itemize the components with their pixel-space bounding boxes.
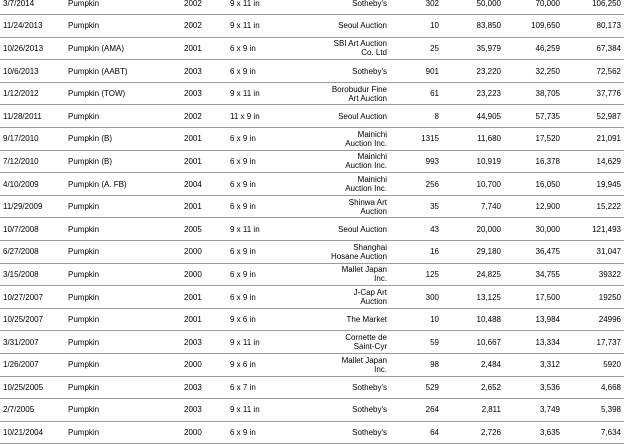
artwork-size-cell: 6 x 9 in bbox=[224, 37, 306, 60]
auction-house-cell bbox=[306, 241, 390, 264]
lot-number-cell: 901 bbox=[390, 60, 442, 83]
sale-date-cell: 11/28/2011 bbox=[0, 105, 66, 128]
auction-house-cell bbox=[306, 150, 390, 173]
auction-house-line: Auction bbox=[360, 297, 387, 307]
sale-date-cell: 10/21/2004 bbox=[0, 421, 66, 444]
artwork-year-cell: 2002 bbox=[174, 15, 224, 38]
auction-house-line: Auction Inc. bbox=[345, 184, 387, 194]
artwork-title-cell: Pumpkin bbox=[66, 399, 174, 422]
artwork-title-cell: Pumpkin (AMA) bbox=[66, 37, 174, 60]
artwork-size-cell: 6 x 9 in bbox=[224, 195, 306, 218]
artwork-size-cell: 9 x 6 in bbox=[224, 354, 306, 377]
auction-house-line: Auction Inc. bbox=[345, 138, 387, 148]
artwork-size-cell: 6 x 9 in bbox=[224, 263, 306, 286]
table-row bbox=[0, 286, 624, 309]
lot-number-cell: 529 bbox=[390, 376, 442, 399]
artwork-year-cell: 2002 bbox=[174, 0, 224, 15]
artwork-title-cell: Pumpkin bbox=[66, 286, 174, 309]
sale-date-cell: 1/12/2012 bbox=[0, 82, 66, 105]
estimate-low-cell: 11,680 bbox=[442, 128, 504, 151]
estimate-high-cell: 17,500 bbox=[504, 286, 563, 309]
artwork-year-cell: 2003 bbox=[174, 331, 224, 354]
lot-number-cell: 35 bbox=[390, 195, 442, 218]
artwork-size-cell: 6 x 9 in bbox=[224, 128, 306, 151]
estimate-high-cell: 16,050 bbox=[504, 173, 563, 196]
auction-house-line: Seoul Auction bbox=[338, 111, 387, 121]
auction-house-cell bbox=[306, 354, 390, 377]
estimate-high-cell: 34,755 bbox=[504, 263, 563, 286]
sale-date-cell: 10/25/2005 bbox=[0, 376, 66, 399]
hammer-price-cell: 5920 bbox=[563, 354, 624, 377]
estimate-high-cell: 3,749 bbox=[504, 399, 563, 422]
auction-house-line: Sotheby's bbox=[352, 66, 387, 76]
artwork-size-cell: 9 x 11 in bbox=[224, 0, 306, 15]
auction-house-line: Mainichi bbox=[357, 129, 387, 139]
estimate-low-cell: 7,740 bbox=[442, 195, 504, 218]
auction-house-cell bbox=[306, 105, 390, 128]
estimate-high-cell: 36,475 bbox=[504, 241, 563, 264]
auction-house-line: Co. Ltd bbox=[361, 48, 387, 58]
artwork-year-cell: 2003 bbox=[174, 376, 224, 399]
artwork-title-cell: Pumpkin bbox=[66, 331, 174, 354]
artwork-year-cell: 2003 bbox=[174, 82, 224, 105]
sale-date-cell: 4/10/2009 bbox=[0, 173, 66, 196]
artwork-size-cell: 6 x 9 in bbox=[224, 421, 306, 444]
table-row bbox=[0, 241, 624, 264]
lot-number-cell: 256 bbox=[390, 173, 442, 196]
estimate-high-cell: 13,984 bbox=[504, 308, 563, 331]
auction-house-line: Inc. bbox=[374, 274, 387, 284]
lot-number-cell: 300 bbox=[390, 286, 442, 309]
table-row bbox=[0, 218, 624, 241]
auction-house-line: The Market bbox=[346, 315, 387, 325]
auction-house-cell bbox=[306, 286, 390, 309]
lot-number-cell: 264 bbox=[390, 399, 442, 422]
lot-number-cell: 1315 bbox=[390, 128, 442, 151]
estimate-low-cell: 13,125 bbox=[442, 286, 504, 309]
artwork-size-cell: 6 x 9 in bbox=[224, 173, 306, 196]
table-row bbox=[0, 173, 624, 196]
artwork-title-cell: Pumpkin bbox=[66, 195, 174, 218]
auction-house-line: Borobudur Fine bbox=[331, 84, 387, 94]
lot-number-cell: 98 bbox=[390, 354, 442, 377]
estimate-low-cell: 10,700 bbox=[442, 173, 504, 196]
auction-house-cell bbox=[306, 173, 390, 196]
estimate-low-cell: 35,979 bbox=[442, 37, 504, 60]
artwork-title-cell: Pumpkin bbox=[66, 308, 174, 331]
sale-date-cell: 2/7/2005 bbox=[0, 399, 66, 422]
table-row bbox=[0, 308, 624, 331]
artwork-title-cell: Pumpkin bbox=[66, 15, 174, 38]
artwork-size-cell: 9 x 11 in bbox=[224, 82, 306, 105]
table-row bbox=[0, 399, 624, 422]
auction-house-cell bbox=[306, 0, 390, 15]
table-row bbox=[0, 37, 624, 60]
auction-house-line: Mallet Japan bbox=[341, 355, 387, 365]
estimate-low-cell: 50,000 bbox=[442, 0, 504, 15]
auction-house-line: J-Cap Art bbox=[353, 288, 387, 298]
table-row bbox=[0, 128, 624, 151]
hammer-price-cell: 80,173 bbox=[563, 15, 624, 38]
auction-house-line: Saint-Cyr bbox=[353, 342, 387, 352]
auction-house-line: Art Auction bbox=[348, 93, 387, 103]
hammer-price-cell: 67,384 bbox=[563, 37, 624, 60]
auction-house-cell bbox=[306, 128, 390, 151]
estimate-low-cell: 10,919 bbox=[442, 150, 504, 173]
lot-number-cell: 59 bbox=[390, 331, 442, 354]
estimate-low-cell: 2,652 bbox=[442, 376, 504, 399]
artwork-title-cell: Pumpkin bbox=[66, 376, 174, 399]
hammer-price-cell: 24996 bbox=[563, 308, 624, 331]
hammer-price-cell: 106,250 bbox=[563, 0, 624, 15]
estimate-high-cell: 17,520 bbox=[504, 128, 563, 151]
artwork-size-cell: 9 x 6 in bbox=[224, 308, 306, 331]
artwork-year-cell: 2001 bbox=[174, 37, 224, 60]
auction-house-line: Auction bbox=[360, 206, 387, 216]
table-row bbox=[0, 331, 624, 354]
artwork-year-cell: 2004 bbox=[174, 173, 224, 196]
hammer-price-cell: 39322 bbox=[563, 263, 624, 286]
auction-house-line: Sotheby's bbox=[352, 0, 387, 8]
estimate-high-cell: 38,705 bbox=[504, 82, 563, 105]
artwork-year-cell: 2005 bbox=[174, 218, 224, 241]
auction-house-cell bbox=[306, 37, 390, 60]
artwork-year-cell: 2001 bbox=[174, 195, 224, 218]
hammer-price-cell: 5,398 bbox=[563, 399, 624, 422]
estimate-low-cell: 10,488 bbox=[442, 308, 504, 331]
artwork-year-cell: 2001 bbox=[174, 308, 224, 331]
lot-number-cell: 25 bbox=[390, 37, 442, 60]
auction-house-line: Sotheby's bbox=[352, 382, 387, 392]
hammer-price-cell: 37,776 bbox=[563, 82, 624, 105]
estimate-high-cell: 46,259 bbox=[504, 37, 563, 60]
artwork-year-cell: 2001 bbox=[174, 286, 224, 309]
auction-house-line: Seoul Auction bbox=[338, 224, 387, 234]
hammer-price-cell: 72,562 bbox=[563, 60, 624, 83]
auction-house-cell bbox=[306, 82, 390, 105]
auction-house-line: SBI Art Auction bbox=[333, 39, 387, 49]
estimate-high-cell: 3,312 bbox=[504, 354, 563, 377]
sale-date-cell: 3/7/2014 bbox=[0, 0, 66, 15]
auction-house-cell bbox=[306, 399, 390, 422]
artwork-title-cell: Pumpkin bbox=[66, 354, 174, 377]
auction-house-cell bbox=[306, 421, 390, 444]
auction-house-cell bbox=[306, 15, 390, 38]
estimate-high-cell: 12,900 bbox=[504, 195, 563, 218]
lot-number-cell: 10 bbox=[390, 15, 442, 38]
table-row bbox=[0, 0, 624, 15]
artwork-title-cell: Pumpkin bbox=[66, 218, 174, 241]
lot-number-cell: 16 bbox=[390, 241, 442, 264]
auction-house-line: Auction Inc. bbox=[345, 161, 387, 171]
hammer-price-cell: 19250 bbox=[563, 286, 624, 309]
estimate-low-cell: 2,726 bbox=[442, 421, 504, 444]
table-row bbox=[0, 421, 624, 444]
artwork-year-cell: 2003 bbox=[174, 399, 224, 422]
auction-house-cell bbox=[306, 376, 390, 399]
estimate-high-cell: 32,250 bbox=[504, 60, 563, 83]
lot-number-cell: 125 bbox=[390, 263, 442, 286]
artwork-year-cell: 2000 bbox=[174, 354, 224, 377]
hammer-price-cell: 4,668 bbox=[563, 376, 624, 399]
lot-number-cell: 43 bbox=[390, 218, 442, 241]
lot-number-cell: 993 bbox=[390, 150, 442, 173]
artwork-size-cell: 9 x 11 in bbox=[224, 15, 306, 38]
hammer-price-cell: 19,945 bbox=[563, 173, 624, 196]
artwork-year-cell: 2001 bbox=[174, 150, 224, 173]
table-row bbox=[0, 82, 624, 105]
estimate-high-cell: 57,735 bbox=[504, 105, 563, 128]
sale-date-cell: 7/12/2010 bbox=[0, 150, 66, 173]
sale-date-cell: 11/29/2009 bbox=[0, 195, 66, 218]
artwork-title-cell: Pumpkin bbox=[66, 421, 174, 444]
sale-date-cell: 9/17/2010 bbox=[0, 128, 66, 151]
sale-date-cell: 10/25/2007 bbox=[0, 308, 66, 331]
auction-house-cell bbox=[306, 308, 390, 331]
table-row bbox=[0, 263, 624, 286]
estimate-high-cell: 3,536 bbox=[504, 376, 563, 399]
lot-number-cell: 64 bbox=[390, 421, 442, 444]
sale-date-cell: 6/27/2008 bbox=[0, 241, 66, 264]
table-row bbox=[0, 150, 624, 173]
estimate-high-cell: 16,378 bbox=[504, 150, 563, 173]
auction-house-line: Shanghai bbox=[353, 242, 387, 252]
hammer-price-cell: 15,222 bbox=[563, 195, 624, 218]
artwork-year-cell: 2000 bbox=[174, 421, 224, 444]
sale-date-cell: 3/31/2007 bbox=[0, 331, 66, 354]
artwork-title-cell: Pumpkin (B) bbox=[66, 128, 174, 151]
sale-date-cell: 10/6/2013 bbox=[0, 60, 66, 83]
auction-house-cell bbox=[306, 331, 390, 354]
lot-number-cell: 10 bbox=[390, 308, 442, 331]
lot-number-cell: 61 bbox=[390, 82, 442, 105]
artwork-year-cell: 2000 bbox=[174, 263, 224, 286]
artwork-title-cell: Pumpkin (A. FB) bbox=[66, 173, 174, 196]
estimate-low-cell: 24,825 bbox=[442, 263, 504, 286]
auction-house-cell bbox=[306, 195, 390, 218]
hammer-price-cell: 21,091 bbox=[563, 128, 624, 151]
estimate-low-cell: 2,484 bbox=[442, 354, 504, 377]
lot-number-cell: 302 bbox=[390, 0, 442, 15]
artwork-size-cell: 9 x 11 in bbox=[224, 399, 306, 422]
sale-date-cell: 1/26/2007 bbox=[0, 354, 66, 377]
auction-house-line: Sotheby's bbox=[352, 428, 387, 438]
hammer-price-cell: 17,737 bbox=[563, 331, 624, 354]
table-row bbox=[0, 376, 624, 399]
hammer-price-cell: 14,629 bbox=[563, 150, 624, 173]
auction-house-line: Inc. bbox=[374, 364, 387, 374]
estimate-low-cell: 23,220 bbox=[442, 60, 504, 83]
table-row bbox=[0, 354, 624, 377]
estimate-high-cell: 30,000 bbox=[504, 218, 563, 241]
sale-date-cell: 10/7/2008 bbox=[0, 218, 66, 241]
auction-house-line: Mainichi bbox=[357, 152, 387, 162]
hammer-price-cell: 52,987 bbox=[563, 105, 624, 128]
estimate-low-cell: 10,667 bbox=[442, 331, 504, 354]
artwork-size-cell: 6 x 9 in bbox=[224, 286, 306, 309]
estimate-high-cell: 13,334 bbox=[504, 331, 563, 354]
auction-house-cell bbox=[306, 263, 390, 286]
table-row bbox=[0, 105, 624, 128]
estimate-high-cell: 3,635 bbox=[504, 421, 563, 444]
artwork-title-cell: Pumpkin bbox=[66, 241, 174, 264]
table-row bbox=[0, 60, 624, 83]
auction-house-line: Mainichi bbox=[357, 175, 387, 185]
estimate-high-cell: 70,000 bbox=[504, 0, 563, 15]
estimate-low-cell: 83,850 bbox=[442, 15, 504, 38]
artwork-size-cell: 9 x 11 in bbox=[224, 218, 306, 241]
estimate-high-cell: 109,650 bbox=[504, 15, 563, 38]
artwork-year-cell: 2002 bbox=[174, 105, 224, 128]
auction-house-line: Hosane Auction bbox=[330, 251, 387, 261]
estimate-low-cell: 23,223 bbox=[442, 82, 504, 105]
sale-date-cell: 3/15/2008 bbox=[0, 263, 66, 286]
auction-house-line: Shinwa Art bbox=[348, 197, 387, 207]
artwork-size-cell: 11 x 9 in bbox=[224, 105, 306, 128]
estimate-low-cell: 29,180 bbox=[442, 241, 504, 264]
sale-date-cell: 10/26/2013 bbox=[0, 37, 66, 60]
artwork-year-cell: 2003 bbox=[174, 60, 224, 83]
artwork-title-cell: Pumpkin (AABT) bbox=[66, 60, 174, 83]
auction-house-line: Sotheby's bbox=[352, 405, 387, 415]
artwork-title-cell: Pumpkin bbox=[66, 263, 174, 286]
artwork-size-cell: 6 x 9 in bbox=[224, 60, 306, 83]
auction-house-cell bbox=[306, 218, 390, 241]
hammer-price-cell: 7,634 bbox=[563, 421, 624, 444]
hammer-price-cell: 31,047 bbox=[563, 241, 624, 264]
hammer-price-cell: 121,493 bbox=[563, 218, 624, 241]
auction-house-cell bbox=[306, 60, 390, 83]
auction-house-line: Seoul Auction bbox=[338, 21, 387, 31]
estimate-low-cell: 44,905 bbox=[442, 105, 504, 128]
auction-house-line: Cornette de bbox=[345, 333, 387, 343]
sale-date-cell: 10/27/2007 bbox=[0, 286, 66, 309]
artwork-size-cell: 6 x 9 in bbox=[224, 241, 306, 264]
artwork-year-cell: 2001 bbox=[174, 128, 224, 151]
estimate-low-cell: 20,000 bbox=[442, 218, 504, 241]
table-row bbox=[0, 15, 624, 38]
auction-house-line: Mallet Japan bbox=[341, 265, 387, 275]
sale-date-cell: 11/24/2013 bbox=[0, 15, 66, 38]
artwork-title-cell: Pumpkin (TOW) bbox=[66, 82, 174, 105]
artwork-title-cell: Pumpkin (B) bbox=[66, 150, 174, 173]
table-row bbox=[0, 195, 624, 218]
estimate-low-cell: 2,811 bbox=[442, 399, 504, 422]
artwork-size-cell: 6 x 9 in bbox=[224, 150, 306, 173]
artwork-size-cell: 9 x 11 in bbox=[224, 331, 306, 354]
artwork-size-cell: 6 x 7 in bbox=[224, 376, 306, 399]
artwork-title-cell: Pumpkin bbox=[66, 0, 174, 15]
lot-number-cell: 8 bbox=[390, 105, 442, 128]
artwork-year-cell: 2000 bbox=[174, 241, 224, 264]
artwork-title-cell: Pumpkin bbox=[66, 105, 174, 128]
